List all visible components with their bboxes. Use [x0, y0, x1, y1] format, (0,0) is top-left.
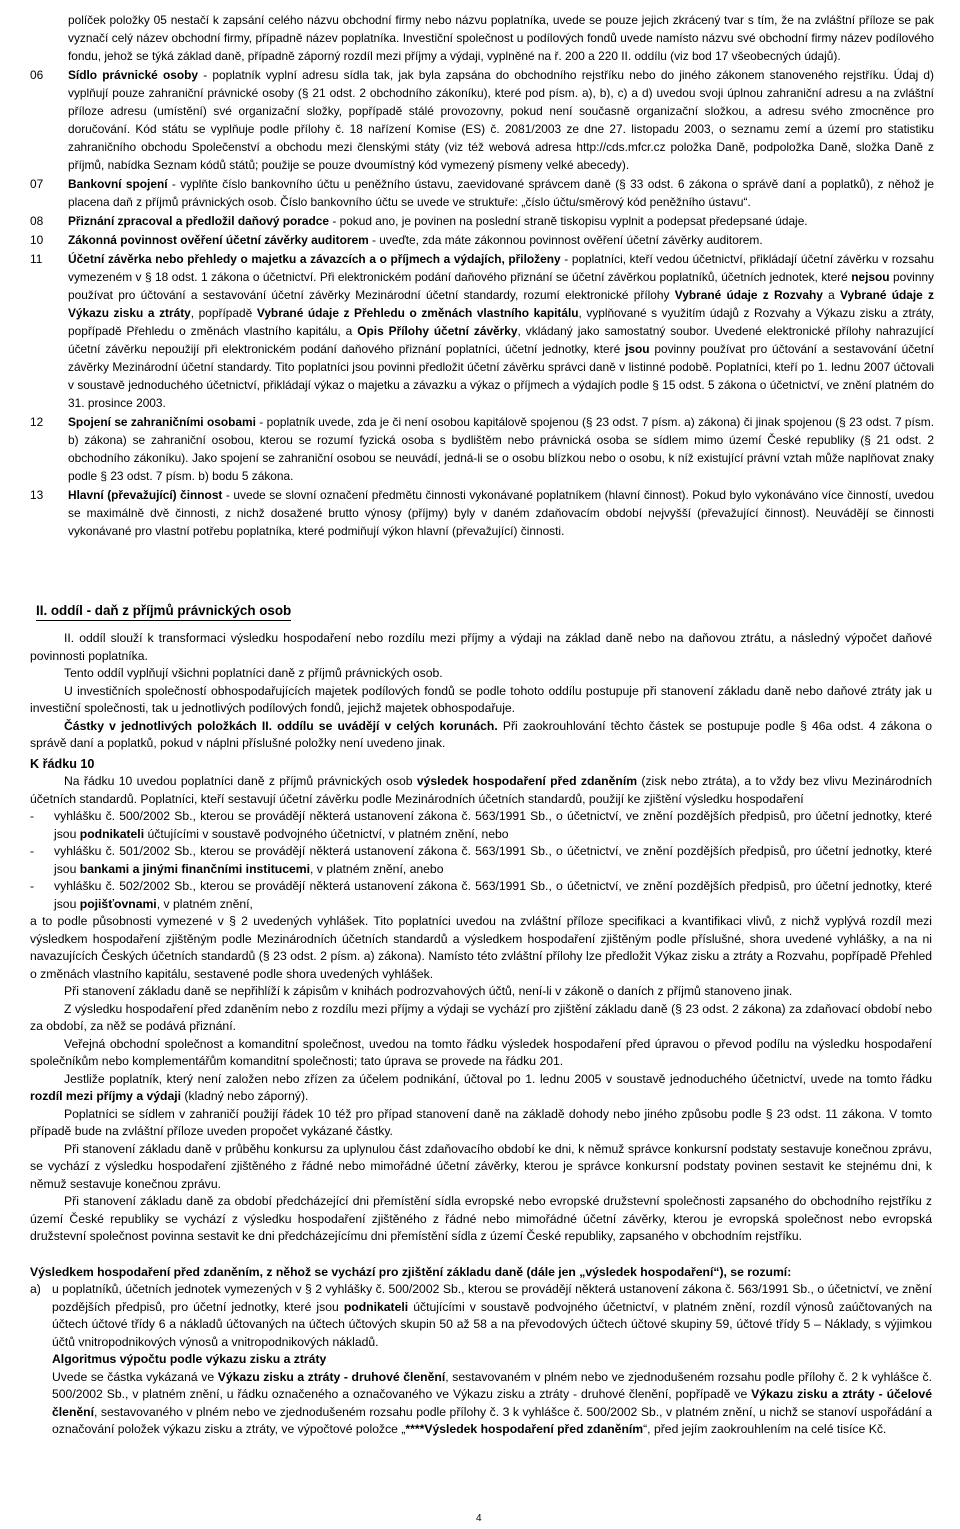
item-number: 06 — [30, 68, 44, 82]
form-item — [30, 231, 934, 249]
item-text: Sídlo právnické osoby - poplatník vyplní adresu sídla tak, jak byla zapsána do obchodního rejstříku nebo do jiného zákonem stanoveného rejstříku. Údaj d) vyplňují pouze zahraniční právnické osoby (§ 21 odst. 2 obchodního zákoníku), které pod písm. a), b), c) a d) uvedou svoji úplnou zahraniční adresu a na zvláštní příloze adresu (umístění) své organizační složky, popřípadě stálé provozovny, pokud není současně organizační složkou, a adresu svého zmocněnce pro doručování. Kód státu se vyplňuje podle přílohy č. 18 nařízení Komise (ES) č. 2081/2003 ze dne 27. listopadu 2003, o seznamu zemí a území pro statistiku zahraničního obchodu Společenství a obchodu mezi členskými státy (viz též webová adresa http://cds.mfcr.cz položka Daně, podpoložka Daně, složka Daně z příjmů, nabídka Seznam kódů států; použije se pouze dvoumístný kód vymezený písmeny velké abecedy). — [68, 68, 934, 172]
paragraph: Jestliže poplatník, který není založen nebo zřízen za účelem podnikání, účtoval po 1. lednu 2005 v soustavě jednoduchého účetnictví, uvede na tomto řádku rozdíl mezi příjmy a výdaji (kladný nebo záporný). — [30, 1071, 932, 1103]
form-item — [30, 212, 934, 230]
form-item — [30, 250, 934, 412]
form-item — [30, 175, 934, 211]
row-heading: K řádku 10 — [30, 756, 95, 771]
item-text: Účetní závěrka nebo přehledy o majetku a závazcích a o příjmech a výdajích, přiloženy - poplatníci, kteří vedou účetnictví, přikládají účetní závěrku v rozsahu vymezeném v § 18 odst. 1 zákona o účetnictví. Při elektronickém podání daňového přiznání se účetní závěrkou poplatníků, účetních jednotek, které nejsou povinny používat pro účtování a sestavování účetní závěrky Mezinárodní účetní standardy, rozumí elektronické přílohy Vybrané údaje z Rozvahy a Vybrané údaje z Výkazu zisku a ztráty, popřípadě Vybrané údaje z Přehledu o změnách vlastního kapitálu, vyplňované s využitím údajů z Rozvahy a Výkazu zisku a ztráty, popřípadě Přehledu o změnách vlastního kapitálu, a Opis Přílohy účetní závěrky, vkládaný jako samostatný soubor. Uvedené elektronické přílohy nahrazující účetní závěrku nepoužijí při elektronickém podání daňového přiznání poplatníci, účetní jednotky, které jsou povinny používat pro účtování a sestavování účetní závěrky Mezinárodní účetní standardy. Tito poplatníci jsou povinni předložit účetní závěrku správci daně v listinné podobě. Poplatníci, kteří po 1. lednu 2007 účtovali v soustavě jednoduchého účetnictví, přikládají výkaz o majetku a závazku a výkaz o příjmech a výdajích podle § 15 odst. 5 zákona o účetnictví, ve znění platném do 31. prosince 2003. — [68, 252, 935, 410]
item-text: Zákonná povinnost ověření účetní závěrky auditorem - uveďte, zda máte zákonnou povinnost ověření účetní závěrky auditorem. — [68, 233, 763, 247]
section-title: II. oddíl - daň z příjmů právnických osob — [36, 602, 291, 621]
form-item — [30, 413, 934, 485]
paragraph: Při stanovení základu daně za období předcházející dni přemístění sídla evropské nebo evropské družstevní společnosti zapsaného do obchodního rejstříku z území České republiky se vychází z výsledku hospodaření zjištěného z řádné nebo mimořádné účetní závěrky, kterou je evropská společnost nebo evropská družstevní společnost povinna sestavit ke dni předcházejícímu dni přemístění sídla z území České republiky, zapsaného v obchodním rejstříku. — [30, 1194, 932, 1243]
item-number: 08 — [30, 214, 44, 228]
paragraph: Výsledkem hospodaření před zdaněním, z něhož se vychází pro zjištění základu daně (dále jen „výsledek hospodaření“), se rozumí: — [30, 1264, 792, 1279]
item-text: Hlavní (převažující) činnost - uvede se slovní označení předmětu činnosti vykonávané poplatníkem (hlavní činnost). Pokud bylo vykonáváno více činností, uvedou se maximálně dvě činnosti, z nichž dosažené brutto výnosy (příjmy) byly v daném zdaňovacím období nejvyšší (převažující činnost). Neuvádějí se činnosti vykonávané pro vlastní potřebu poplatníka, které podmiňují výkon hlavní (převažující) činnosti. — [68, 488, 934, 538]
paragraph: Tento oddíl vyplňují všichni poplatníci daně z příjmů právnických osob. — [64, 666, 443, 680]
item-number: 07 — [30, 177, 44, 191]
lettered-list-item: a) u poplatníků, účetních jednotek vymezených v § 2 vyhlášky č. 500/2002 Sb., kterou se provádějí některá ustanovení zákona č. 563/1991 Sb., o účetnictví, ve znění pozdějších předpisů, pro účetní jednotky, které jsou podnikateli účtujícími v soustavě podvojného účetnictví, v platném znění, rozdíl výnosů zaúčtovaných na účtech účtové třídy 6 a nákladů účtovaných na účtech účtových skupin 50 až 58 a na převodových účtech účtové skupiny 59, účtové třídy 5 – Náklady, s výjimkou účtů vnitropodnikových výnosů a vnitropodnikových nákladů. — [30, 1282, 932, 1349]
sub-paragraph: Algoritmus výpočtu podle výkazu zisku a ztráty — [52, 1352, 327, 1366]
form-item — [30, 486, 934, 540]
form-item — [30, 66, 934, 174]
item-text: Spojení se zahraničními osobami - poplatník uvede, zda je či není osobou kapitálově spojenou (§ 23 odst. 7 písm. a) zákona) či jinak spojenou (§ 23 odst. 7 písm. b) zákona) se zahraniční osobou, kterou se rozumí fyzická osoba s bydlištěm nebo právnická osoba se sídlem mimo území České republiky (§ 21 odst. 2 obchodního zákoníku). Jako spojení se zahraniční osobou se neuvádí, jedná-li se o osobu blízkou nebo o osobu, k níž existující právní vztah může naplňovat znaky podle § 23 odst. 7 písm. b) bodu 5 zákona. — [68, 415, 935, 483]
dash-marker: - — [30, 809, 35, 823]
dash-marker: - — [30, 844, 35, 858]
paragraph: a to podle působnosti vymezené v § 2 uvedených vyhlášek. Tito poplatníci uvedou na zvláštní příloze specifikaci a kvantifikaci vlivů, z nichž vyplývá rozdíl mezi výsledkem hospodaření zjištěným podle Mezinárodních účetních standardů a výsledkem hospodaření zjištěným podle příslušné, shora uvedené vyhlášky, a na ni navazujících Českých účetních standardů (§ 23 odst. 2 písm. a) zákona). Namísto této zvláštní přílohy lze předložit Výkaz zisku a ztráty a Rozvahu, popřípadě Přehled o změnách vlastního kapitálu, sestavené podle shora uvedených vyhlášek. — [30, 914, 932, 981]
item-text: Bankovní spojení - vyplňte číslo bankovního účtu u peněžního ústavu, zaevidované správcem daně (§ 33 odst. 6 zákona o správě daní a poplatků), z něhož je placena daň z příjmů právnických osob. Číslo bankovního účtu se uvede ve struktuře: „číslo účtu/směrový kód peněžního ústavu“. — [68, 177, 934, 209]
item-text: Přiznání zpracoval a předložil daňový poradce - pokud ano, je povinen na poslední straně tiskopisu vyplnit a podepsat předepsané údaje. — [68, 214, 808, 228]
item-number: 10 — [30, 233, 44, 247]
dash-list-item: - vyhlášku č. 500/2002 Sb., kterou se provádějí některá ustanovení zákona č. 563/1991 Sb., o účetnictví, ve znění pozdějších předpisů, pro účetní jednotky, které jsou podnikateli účtujícími v soustavě podvojného účetnictví, v platném znění, nebo — [30, 809, 932, 841]
dash-list-item: - vyhlášku č. 502/2002 Sb., kterou se provádějí některá ustanovení zákona č. 563/1991 Sb., o účetnictví, ve znění pozdějších předpisů, pro účetní jednotky, které jsou pojišťovnami, v platném znění, — [30, 879, 932, 911]
paragraph: Při stanovení základu daně se nepřihlíží k zápisům v knihách podrozvahových účtů, není-li v zákoně o daních z příjmů stanoveno jinak. — [64, 984, 793, 998]
item-text: políček položky 05 nestačí k zapsání celého názvu obchodní firmy nebo názvu poplatníka, uvede se pouze jejich zkrácený tvar s tím, že na zvláštní příloze se pak vyznačí celý název obchodní firmy, případně název poplatníka. Investiční společnost u podílových fondů uvede namísto názvu své obchodní firmy název podílového fondu, jehož se týká základ daně, případně záporný rozdíl mezi příjmy a výdaji, vyplněné na ř. 200 a 220 II. oddílu (viz bod 17 všeobecných údajů). — [68, 13, 934, 63]
dash-marker: - — [30, 879, 35, 893]
item-number: 11 — [30, 252, 43, 266]
paragraph: Veřejná obchodní společnost a komanditní společnost, uvedou na tomto řádku výsledek hospodaření před úpravou o převod podílu na výsledku hospodaření společníkům nebo komplementářům komanditní společnosti; tato úprava se provede na řádku 201. — [30, 1036, 932, 1068]
dash-list-item: - vyhlášku č. 501/2002 Sb., kterou se provádějí některá ustanovení zákona č. 563/1991 Sb., o účetnictví, ve znění pozdějších předpisů, pro účetní jednotky, které jsou bankami a jinými finančními institucemi, v platném znění, anebo — [30, 844, 932, 876]
sub-paragraph: Uvede se částka vykázaná ve Výkazu zisku a ztráty - druhové členění, sestavovaném v plném nebo ve zjednodušeném rozsahu podle přílohy č. 2 k vyhlášce č. 500/2002 Sb., v platném znění, u řádku označeného a označovaného ve Výkazu zisku a ztráty - druhové členění, popřípadě ve Výkazu zisku a ztráty - účelové členění, sestavovaného v plném nebo ve zjednodušeném rozsahu podle přílohy č. 3 k vyhlášce č. 500/2002 Sb., v platném znění, u nichž se stanoví uspořádání a označování položek výkazu zisku a ztráty, ve výpočtové položce „****Výsledek hospodaření před zdaněním“, před jejím zaokrouhlením na celé tisíce Kč. — [52, 1369, 933, 1436]
form-items — [30, 11, 934, 540]
paragraph: Poplatníci se sídlem v zahraničí použijí řádek 10 též pro případ stanovení daně na základě dohody nebo jiného způsobu podle § 23 odst. 11 zákona. V tomto případě bude na zvláštní příloze uveden propočet vykázané částky. — [30, 1106, 932, 1138]
paragraph: Při stanovení základu daně v průběhu konkursu za uplynulou část zdaňovacího období ke dni, k němuž správce konkursní podstaty sestavuje konečnou zprávu, se vychází z výsledku hospodaření zjištěného z řádné nebo mimořádné účetní závěrky, kterou je správce konkursní podstaty povinen sestavit ke stejnému dni, k němuž sestavuje konečnou zprávu. — [30, 1141, 932, 1191]
list-marker: a) — [30, 1282, 41, 1296]
page-number: 4 — [476, 1513, 482, 1524]
paragraph: Na řádku 10 uvedou poplatníci daně z příjmů právnických osob výsledek hospodaření před zdaněním (zisk nebo ztráta), a to vždy bez vlivu Mezinárodních účetních standardů. Poplatníci, kteří sestavují účetní závěrku podle Mezinárodních účetních standardů, použijí ke zjištění výsledku hospodaření — [30, 774, 933, 806]
paragraph: U investičních společností obhospodařujících majetek podílových fondů se podle tohoto oddílu postupuje při stanovení základu daně nebo daňové ztráty jak u investiční společnosti, tak u jednotlivých podílových fondů, jejichž majetek obhospodařuje. — [30, 683, 932, 715]
item-number: 13 — [30, 488, 44, 502]
section-body — [30, 630, 932, 1439]
paragraph: II. oddíl slouží k transformaci výsledku hospodaření nebo rozdílu mezi příjmy a výdaji na základ daně nebo na daňovou ztrátu, a následný výpočet daňové povinnosti poplatníka. — [30, 631, 932, 663]
form-item — [30, 11, 934, 65]
item-number: 12 — [30, 415, 44, 429]
spacer — [30, 1246, 932, 1264]
paragraph: Z výsledku hospodaření před zdaněním nebo z rozdílu mezi příjmy a výdaji se vychází pro zjištění základu daně (§ 23 odst. 2 zákona) za zdaňovací období nebo za období, za něž se podává přiznání. — [30, 1001, 932, 1033]
paragraph: Částky v jednotlivých položkách II. oddílu se uvádějí v celých korunách. Při zaokrouhlování těchto částek se postupuje podle § 46a odst. 4 zákona o správě daní a poplatků, pokud v náplni příslušné položky není uvedeno jinak. — [30, 718, 932, 750]
